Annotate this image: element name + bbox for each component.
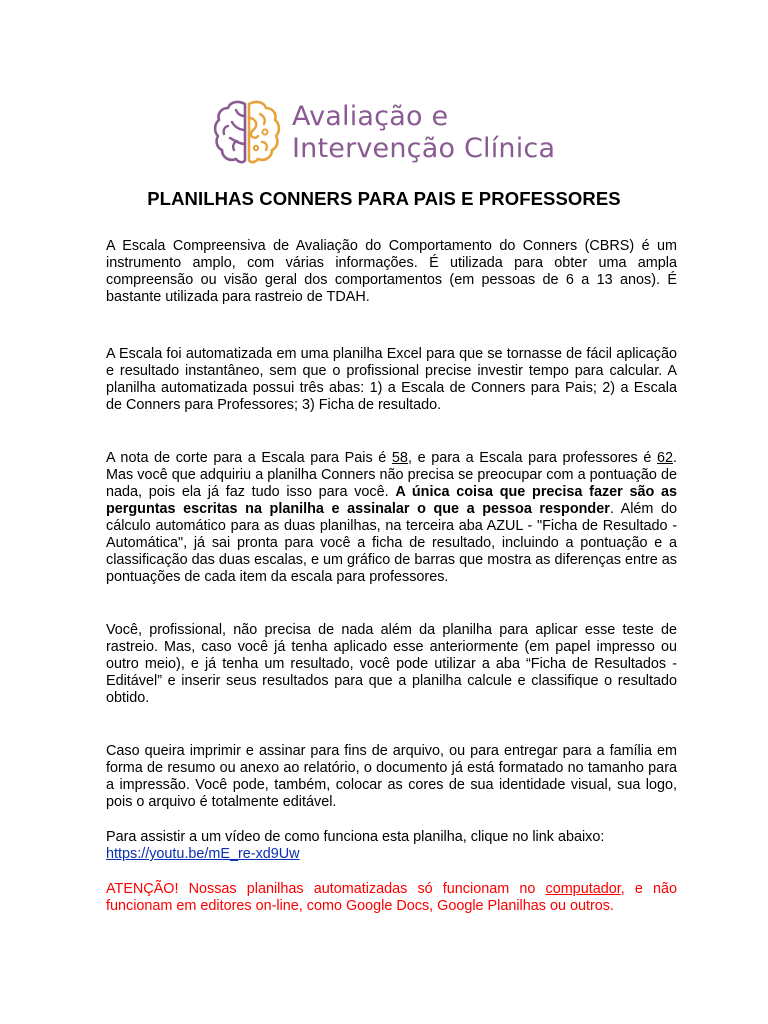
logo-text	[292, 101, 555, 165]
paragraph-cutoff	[106, 450, 677, 586]
cutoff-bold-instruction: A única coisa que precisa fazer são as perguntas escritas na planilha e assinalar o que a pessoa responder	[106, 484, 677, 517]
cutoff-text-d: . Além do cálculo automático para as duas planilhas, na terceira aba AZUL - "Ficha de Resultado - Automática", já sai pronta para você a ficha de resultado, incluindo a pontuação e a classificação das duas escalas, e um gráfico de barras que mostra as diferenças entre as pontuações de cada item da escala para professores.	[106, 501, 677, 585]
cutoff-text-a: A nota de corte para a Escala para Pais é	[106, 450, 392, 466]
brain-icon	[210, 96, 284, 170]
paragraph-professional: Você, profissional, não precisa de nada além da planilha para aplicar esse teste de rastreio. Mas, caso você já tenha aplicado esse anteriormente (em papel impresso ou outro meio), e já tenha um resultado, você pode utilizar a aba “Ficha de Resultados - Editável” e inserir seus resultados para que a planilha calcule e classifique o resultado obtido.	[106, 622, 677, 706]
video-text: Para assistir a um vídeo de como funciona esta planilha, clique no link abaixo:	[106, 829, 605, 845]
cutoff-text-b: , e para a Escala para professores é	[407, 450, 657, 466]
warning-underlined-word: computador	[545, 881, 621, 897]
paragraph-print: Caso queira imprimir e assinar para fins de arquivo, ou para entregar para a família em forma de resumo ou anexo ao relatório, o documento já está formatado no tamanho para a impressão. Você pode, também, colocar as cores de sua identidade visual, sua logo, pois o arquivo é totalmente editável.	[106, 743, 677, 810]
cutoff-score-pais: 58	[391, 450, 408, 466]
warning-text-a: ATENÇÃO! Nossas planilhas automatizadas só funcionam no	[106, 881, 546, 897]
warning-paragraph	[106, 881, 677, 915]
cutoff-score-professores: 62	[656, 450, 673, 466]
video-link[interactable]: https://youtu.be/mE_re-xd9Uw	[106, 846, 300, 862]
logo-line-2: Intervenção Clínica	[292, 133, 556, 164]
document-body	[106, 238, 677, 915]
paragraph-video	[106, 829, 677, 863]
page-title: PLANILHAS CONNERS PARA PAIS E PROFESSORES	[147, 188, 621, 209]
cutoff-text-c: . Mas você que adquiriu a planilha Conners não precisa se preocupar com a pontuação de nada, pois ela já faz tudo isso para você.	[106, 450, 677, 500]
paragraph-automation: A Escala foi automatizada em uma planilha Excel para que se tornasse de fácil aplicação e resultado instantâneo, sem que o profissional precise investir tempo para calcular. A planilha automatizada possui três abas: 1) a Escala de Conners para Pais; 2) a Escala de Conners para Professores; 3) Ficha de resultado.	[106, 346, 677, 413]
logo-line-1: Avaliação e	[292, 101, 449, 132]
paragraph-intro: A Escala Compreensiva de Avaliação do Comportamento do Conners (CBRS) é um instrumento amplo, com várias informações. É utilizada para obter uma ampla compreensão ou visão geral dos comportamentos (em pessoas de 6 a 13 anos). É bastante utilizada para rastreio de TDAH.	[106, 238, 677, 305]
warning-text-b: , e não funcionam em editores on-line, como Google Docs, Google Planilhas ou outros.	[106, 881, 678, 914]
logo	[210, 96, 580, 170]
